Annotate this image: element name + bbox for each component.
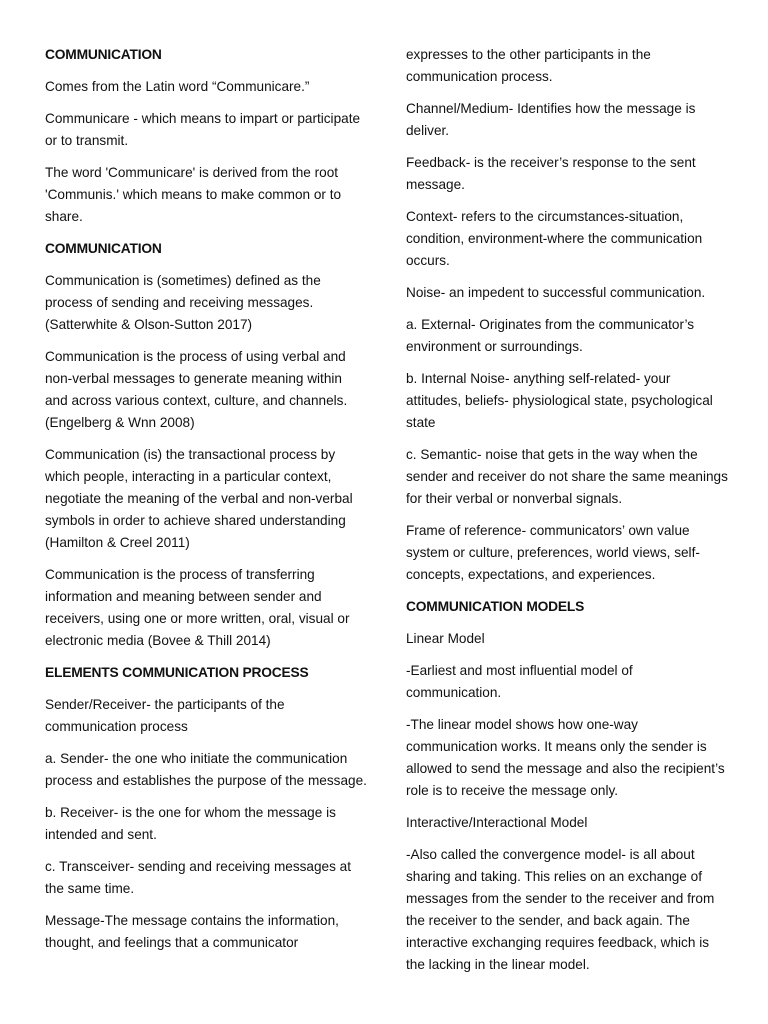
body-paragraph: Feedback- is the receiver’s response to the sent message.	[406, 155, 696, 192]
body-paragraph: b. Receiver- is the one for whom the message is intended and sent.	[45, 805, 336, 842]
body-paragraph: Communicare - which means to impart or participate or to transmit.	[45, 111, 361, 148]
body-paragraph: expresses to the other participants in the communication process.	[406, 47, 651, 84]
body-paragraph: c. Semantic- noise that gets in the way when the sender and receiver do not share the same meanings for their verbal or nonverbal signals.	[406, 447, 728, 506]
body-paragraph: Frame of reference- communicators’ own value system or culture, preferences, world views, self-concepts, expectations, and experiences.	[406, 523, 700, 582]
body-paragraph: Message-The message contains the information, thought, and feelings that a communicator	[45, 913, 339, 950]
body-paragraph: Communication is (sometimes) defined as the process of sending and receiving messages. (Satterwhite & Olson-Sutton 2017)	[45, 273, 321, 332]
body-paragraph: c. Transceiver- sending and receiving messages at the same time.	[45, 859, 352, 896]
right-column	[406, 44, 728, 986]
body-paragraph: -The linear model shows how one-way communication works. It means only the sender is allowed to send the message and also the recipient’s role is to receive the message only.	[406, 717, 725, 798]
body-paragraph: Communication is the process of transferring information and meaning between sender and receivers, using one or more written, oral, visual or electronic media (Bovee & Thill 2014)	[45, 567, 350, 648]
body-paragraph: a. Sender- the one who initiate the communication process and establishes the purpose of the message.	[45, 751, 367, 788]
body-paragraph: Noise- an impedent to successful communication.	[406, 285, 706, 300]
body-paragraph: Linear Model	[406, 631, 485, 646]
body-paragraph: Interactive/Interactional Model	[406, 815, 588, 830]
body-paragraph: Communication (is) the transactional process by which people, interacting in a particular context, negotiate the meaning of the verbal and non-verbal symbols in order to achieve shared understanding (Hamilton & Creel 2011)	[45, 447, 353, 550]
body-paragraph: The word 'Communicare' is derived from the root 'Communis.' which means to make common or to share.	[45, 165, 342, 224]
body-paragraph: a. External- Originates from the communicator’s environment or surroundings.	[406, 317, 695, 354]
body-paragraph: Communication is the process of using verbal and non-verbal messages to generate meaning within and across various context, culture, and channels. (Engelberg & Wnn 2008)	[45, 349, 348, 430]
body-paragraph: Comes from the Latin word “Communicare.”	[45, 79, 310, 94]
section-heading: ELEMENTS COMMUNICATION PROCESS	[45, 665, 309, 680]
body-paragraph: -Earliest and most influential model of communication.	[406, 663, 633, 700]
section-heading: COMMUNICATION MODELS	[406, 599, 585, 614]
body-paragraph: Channel/Medium- Identifies how the message is deliver.	[406, 101, 696, 138]
body-paragraph: b. Internal Noise- anything self-related- your attitudes, beliefs- physiological state, psychological state	[406, 371, 713, 430]
body-paragraph: Sender/Receiver- the participants of the communication process	[45, 697, 285, 734]
body-paragraph: -Also called the convergence model- is all about sharing and taking. This relies on an exchange of messages from the sender to the receiver and from the receiver to the sender, and back again. The interactive exchanging requires feedback, which is the lacking in the linear model.	[406, 847, 715, 972]
section-heading: COMMUNICATION	[45, 241, 162, 256]
body-paragraph: Context- refers to the circumstances-situation, condition, environment-where the communication occurs.	[406, 209, 703, 268]
left-column	[45, 44, 367, 964]
section-heading: COMMUNICATION	[45, 47, 162, 62]
